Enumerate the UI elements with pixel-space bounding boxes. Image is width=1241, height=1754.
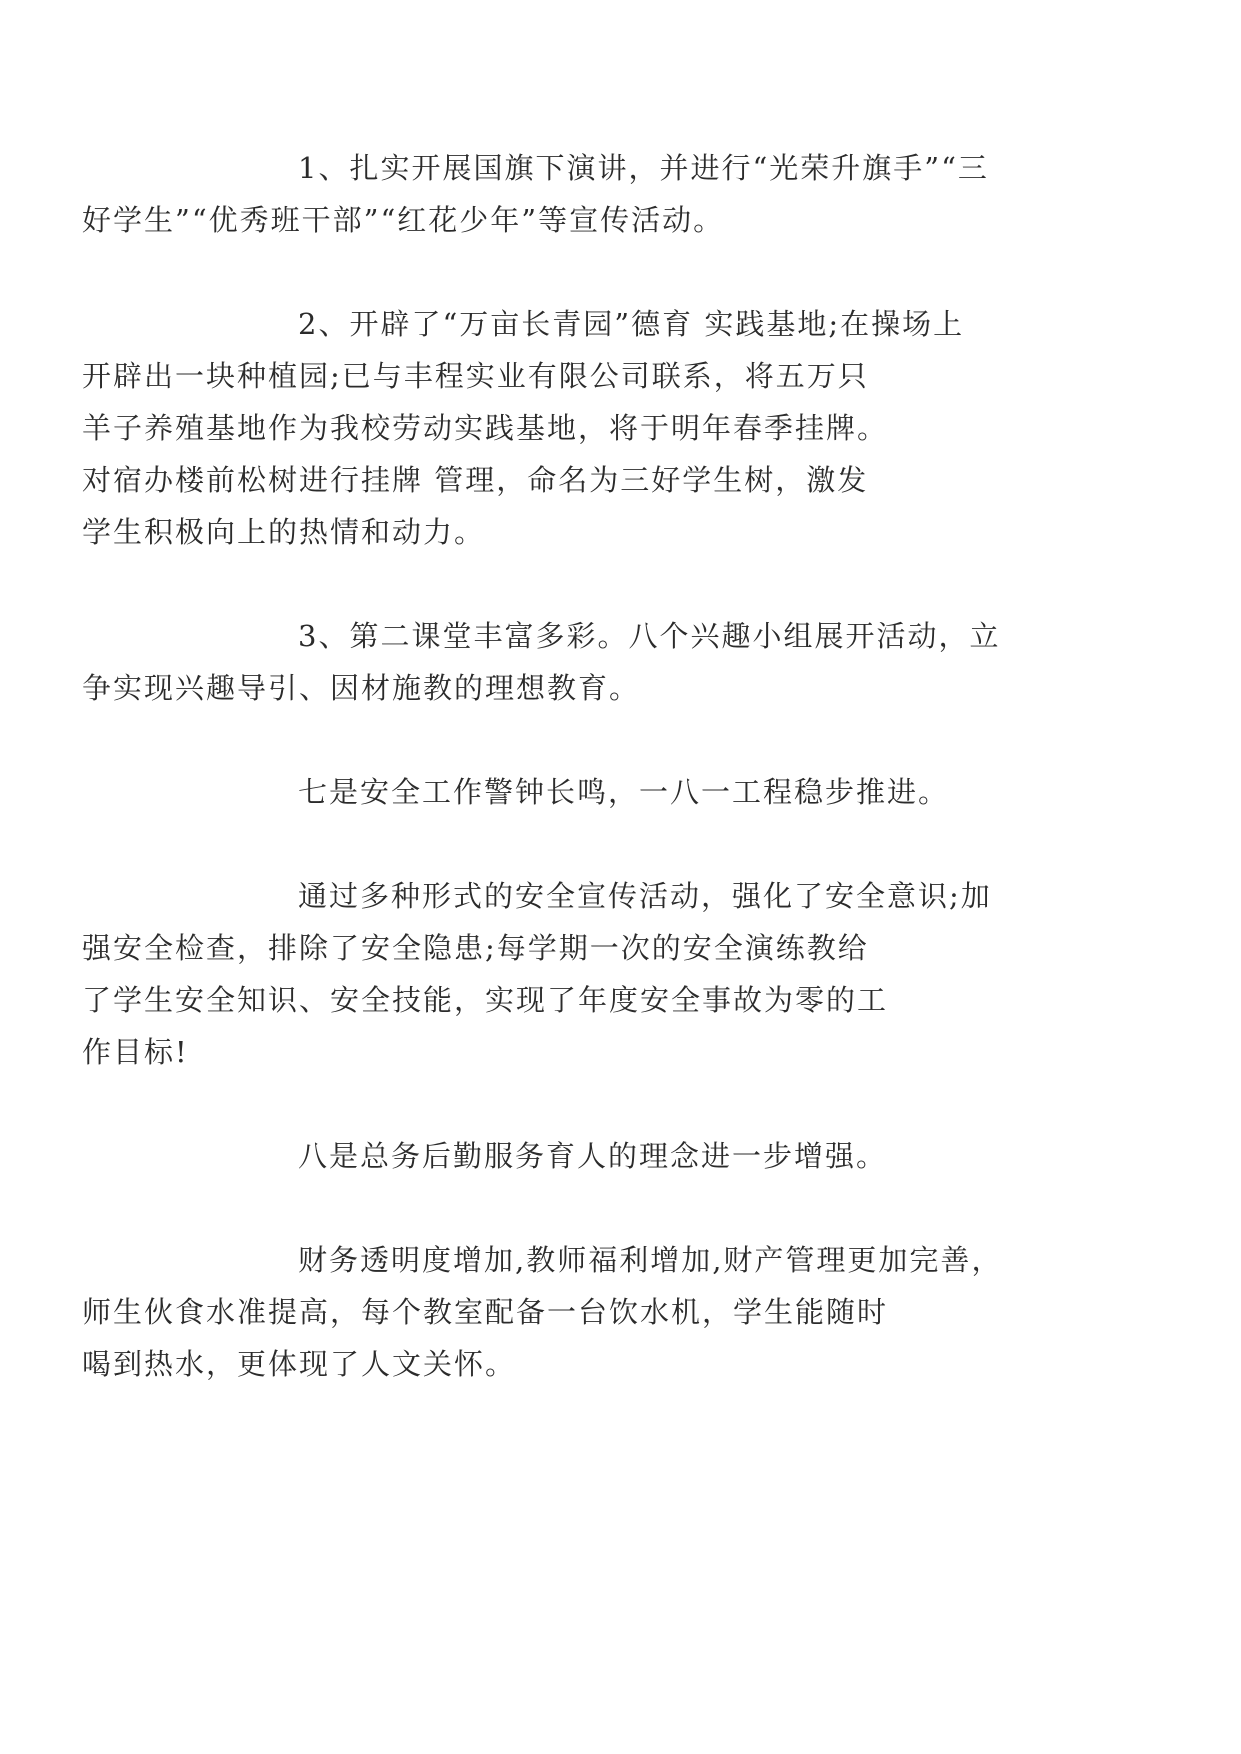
paragraph-line: 3、第二课堂丰富多彩。八个兴趣小组展开活动，立 [298,619,1001,653]
heading-safety-work [190,766,1060,818]
paragraph-safety-details [82,870,1060,1078]
paragraph-line: 师生伙食水准提高，每个教室配备一台饮水机，学生能随时 [82,1295,889,1329]
paragraph-flag-speech [82,142,1060,246]
paragraph-line: 七是安全工作警钟长鸣，一八一工程稳步推进。 [298,775,950,809]
paragraph-logistics-details [82,1234,1060,1390]
paragraph-line: 1、扎实开展国旗下演讲，并进行“光荣升旗手”“三 [298,151,989,185]
paragraph-line: 八是总务后勤服务育人的理念进一步增强。 [298,1139,888,1173]
paragraph-line: 通过多种形式的安全宣传活动，强化了安全意识;加 [298,879,992,913]
paragraph-line: 对宿办楼前松树进行挂牌 管理，命名为三好学生树，激发 [82,463,869,497]
paragraph-line: 争实现兴趣导引、因材施教的理想教育。 [82,671,641,705]
paragraph-line: 财务透明度增加,教师福利增加,财产管理更加完善， [298,1243,1003,1277]
paragraph-line: 好学生”“优秀班干部”“红花少年”等宣传活动。 [82,203,725,237]
paragraph-line: 了学生安全知识、安全技能，实现了年度安全事故为零的工 [82,983,889,1017]
paragraph-line: 强安全检查，排除了安全隐患;每学期一次的安全演练教给 [82,931,869,965]
paragraph-line: 喝到热水，更体现了人文关怀。 [82,1347,517,1381]
paragraph-line: 学生积极向上的热情和动力。 [82,515,486,549]
heading-logistics-service [190,1130,1060,1182]
paragraph-second-classroom [82,610,1060,714]
paragraph-line: 羊子养殖基地作为我校劳动实践基地，将于明年春季挂牌。 [82,411,889,445]
paragraph-line: 2、开辟了“万亩长青园”德育 实践基地;在操场上 [298,307,965,341]
paragraph-practice-base [82,298,1060,558]
paragraph-line: 开辟出一块种植园;已与丰程实业有限公司联系，将五万只 [82,359,869,393]
paragraph-line: 作目标! [82,1035,189,1069]
